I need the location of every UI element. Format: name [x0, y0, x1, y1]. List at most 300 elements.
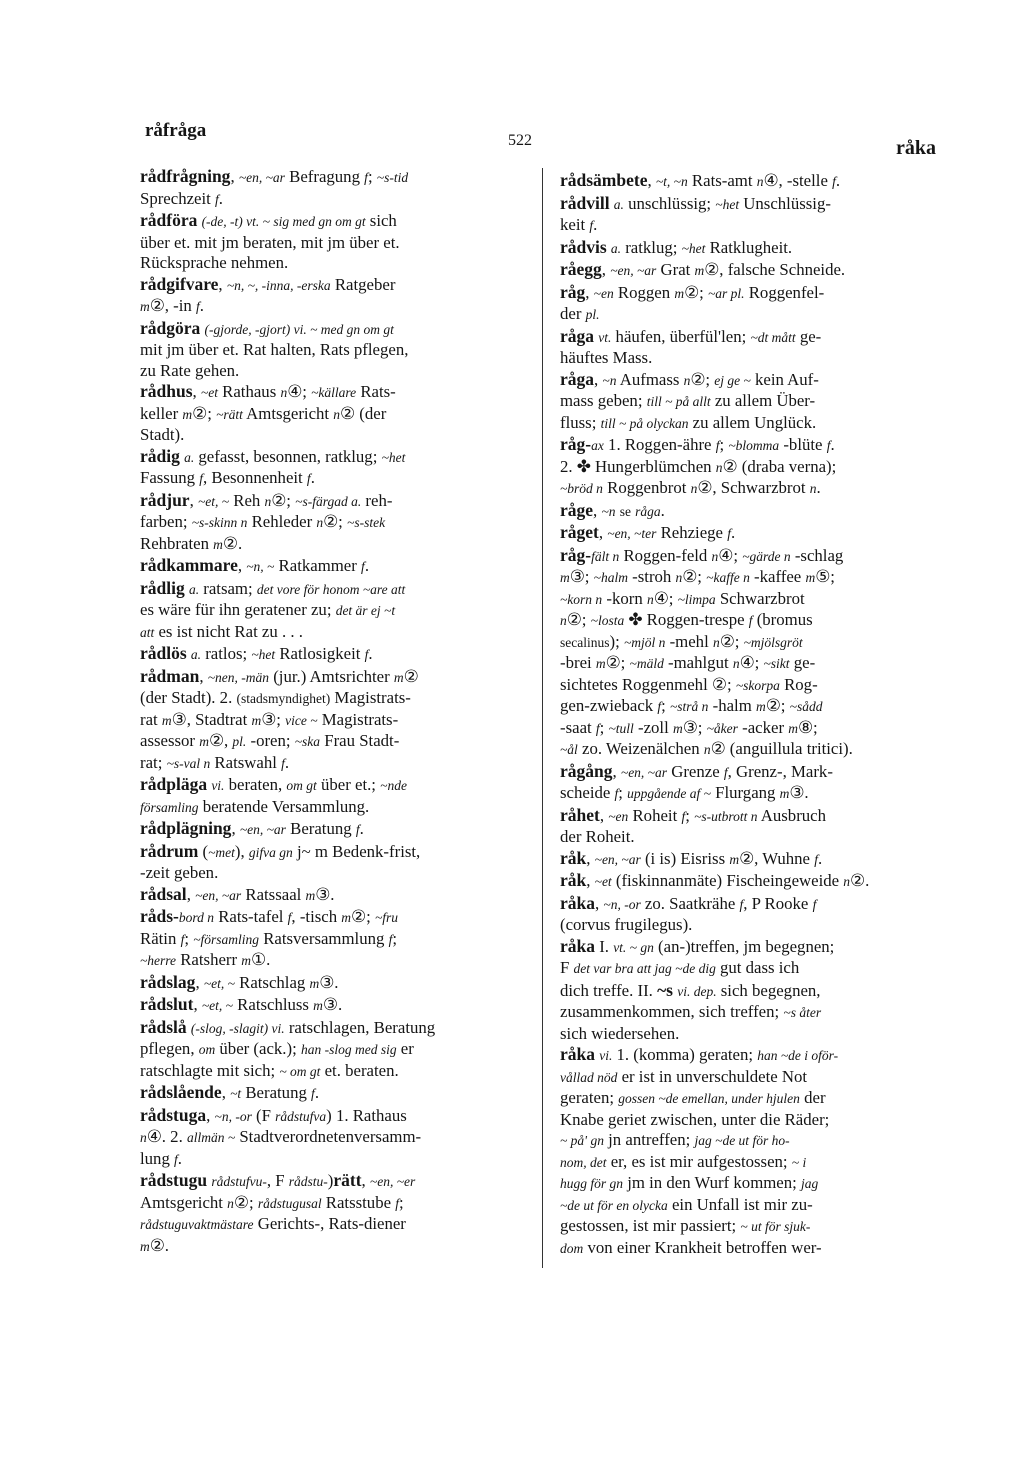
entry-line — [140, 1236, 540, 1258]
definition-text: der Roheit. — [560, 827, 635, 846]
grammar-note: m — [309, 975, 320, 991]
definition-text: (i is) Eisriss — [640, 848, 730, 868]
grammar-note: ~en — [608, 808, 629, 824]
grammar-note: ~ål — [560, 742, 578, 757]
grammar-note: n — [264, 493, 272, 509]
definition-text: ④. 2. — [146, 1127, 187, 1146]
definition-text: es ist nicht Rat zu . . . — [154, 621, 303, 641]
headword: råget — [560, 522, 599, 542]
headword: rådrum — [140, 840, 199, 861]
entry-line — [560, 718, 970, 740]
definition-text: 1. Roggen-ähre — [603, 435, 716, 454]
definition-text: secalinus — [560, 634, 610, 650]
definition-text: (an-)treffen, jm begegnen; — [653, 936, 835, 956]
definition-text: Reh — [229, 490, 265, 510]
grammar-note: f — [196, 299, 200, 314]
definition-text: , P Rooke — [743, 893, 813, 913]
definition-text: ratschlagte mit sich; — [140, 1060, 280, 1080]
entry-line — [140, 688, 540, 710]
entry-line — [560, 1067, 970, 1089]
entry-line — [560, 1152, 970, 1174]
entry-line — [140, 753, 540, 775]
definition-text: Ratkammer — [274, 556, 362, 575]
grammar-note: ~ om gt — [279, 1063, 321, 1079]
headword: rådgifvare — [140, 273, 219, 294]
entry-line — [560, 1216, 970, 1238]
definition-text: , — [186, 884, 196, 904]
entry-line — [140, 1017, 540, 1040]
entry-line — [560, 915, 970, 936]
definition-text: , — [189, 490, 198, 510]
entry-line — [140, 425, 540, 446]
entry-line — [560, 739, 970, 761]
definition-text: -saat — [560, 717, 596, 737]
definition-text: . — [816, 478, 821, 497]
grammar-note: ~nen, -män — [207, 669, 269, 685]
definition-text: ②, -in — [149, 296, 197, 315]
grammar-note: m — [805, 570, 816, 585]
definition-text: reh- — [361, 490, 393, 510]
definition-text: -halm — [708, 696, 756, 715]
definition-text: ) 1. Rathaus — [326, 1105, 407, 1125]
definition-text: zu allem Unglück. — [688, 412, 817, 432]
entry-line — [140, 994, 540, 1017]
headword: råka — [560, 935, 595, 956]
grammar-note: n — [140, 1130, 147, 1145]
entry-line — [560, 632, 970, 654]
definition-text: . — [310, 468, 315, 487]
grammar-note: ~s-färgad a. — [295, 493, 362, 509]
definition-text: , — [594, 369, 603, 389]
grammar-note: m — [755, 699, 766, 714]
definition-text: . — [368, 644, 373, 663]
entry-line — [560, 304, 970, 326]
definition-text: ②; — [605, 653, 630, 672]
definition-text: ③; — [261, 709, 286, 729]
headword: råka — [560, 1044, 595, 1064]
headword: rådgöra — [140, 317, 201, 338]
entry-line — [140, 841, 540, 864]
entry-line — [140, 578, 540, 601]
headword: rådsal — [140, 883, 187, 904]
grammar-note: ~s-utbrott n — [694, 808, 758, 824]
definition-text: , — [601, 260, 611, 279]
definition-text: Rätin — [140, 928, 181, 948]
grammar-note: f — [287, 910, 292, 925]
definition-text: ② (der — [340, 403, 387, 423]
definition-text: ) — [327, 1171, 334, 1190]
grammar-note: till ~ på olyckan — [600, 415, 689, 431]
entry-line — [140, 318, 540, 341]
headword: rådstuga — [140, 1104, 207, 1125]
grammar-note: han -slog med sig — [300, 1042, 397, 1057]
definition-text: Roggen — [613, 282, 675, 302]
headword: rådplägning — [140, 818, 232, 838]
grammar-note: f — [355, 822, 360, 837]
entry-line — [140, 253, 540, 274]
grammar-note: a. — [184, 449, 195, 465]
grammar-note: ~met — [208, 844, 235, 860]
definition-text: assessor — [140, 731, 200, 750]
grammar-note: ~n, -or — [603, 896, 641, 912]
grammar-note: ~korn n — [560, 591, 603, 607]
definition-text: Grat — [656, 260, 695, 279]
grammar-note: f — [281, 755, 285, 771]
entry-line — [560, 522, 970, 545]
entry-line — [560, 1002, 970, 1024]
definition-text: ②, falsche Schneide. — [704, 260, 846, 279]
definition-text: gut dass ich — [715, 958, 800, 977]
entry-line — [140, 797, 540, 819]
grammar-note: ~blomma — [728, 438, 780, 453]
definition-text: über (ack.); — [215, 1039, 301, 1058]
grammar-note: ~skorpa — [735, 677, 780, 693]
definition-text: Fassung — [140, 468, 200, 487]
definition-text: ; — [719, 435, 729, 454]
entry-line — [140, 818, 540, 841]
grammar-note: till ~ på allt — [646, 394, 711, 409]
definition-text: -korn — [602, 588, 647, 608]
entry-line — [560, 413, 970, 435]
headword: rådvill — [560, 192, 610, 213]
definition-text: Roheit — [628, 805, 682, 825]
definition-text: ② — [403, 666, 419, 686]
grammar-note: om — [198, 1042, 216, 1057]
definition-text: Schwarzbrot — [715, 588, 805, 608]
definition-text: Roggenbrot — [602, 478, 691, 497]
definition-text: er, es ist mir aufgestossen; — [606, 1151, 792, 1171]
definition-text: Ratschluss — [232, 995, 314, 1014]
grammar-note: ~mäld — [629, 656, 664, 671]
entry-line — [140, 233, 540, 254]
entry-line — [560, 1088, 970, 1110]
headword: rätt — [333, 1170, 362, 1190]
headword: rådfrågning — [140, 166, 231, 186]
definition-text: häuftes Mass. — [560, 348, 653, 367]
grammar-note: ~en, ~ar — [239, 822, 286, 837]
grammar-note: ~ar pl. — [707, 285, 745, 301]
definition-text: keller — [140, 403, 183, 423]
definition-text: ; — [599, 717, 609, 737]
grammar-note: m — [182, 406, 193, 422]
grammar-note: n — [683, 372, 691, 388]
definition-text: ② (anguillula tritici). — [710, 739, 853, 758]
definition-text: dich treffe. II. — [560, 980, 658, 1000]
definition-text: , — [230, 167, 239, 186]
grammar-note: ~ på' gn — [560, 1133, 604, 1148]
grammar-note: f — [589, 218, 594, 233]
grammar-note: f — [826, 438, 831, 453]
entry-line — [560, 1110, 970, 1131]
definition-text: -mahlgut — [663, 653, 733, 672]
entry-line — [560, 761, 970, 784]
definition-text: (jur.) Amtsrichter — [269, 666, 394, 686]
definition-text: ④; — [287, 382, 312, 401]
definition-text: , — [585, 282, 594, 302]
definition-text: Ratgeber — [330, 274, 396, 294]
entry-line — [560, 391, 970, 413]
grammar-note: råga — [635, 503, 661, 519]
grammar-note: ~s åter — [783, 1005, 822, 1020]
definition-text: (stadsmyndighet) — [236, 691, 331, 706]
definition-text: -acker — [737, 717, 789, 737]
definition-text: Rücksprache nehmen. — [140, 253, 289, 272]
grammar-note: rådstu- — [288, 1174, 328, 1189]
entry-line — [140, 490, 540, 513]
entry-line — [140, 666, 540, 689]
grammar-note: m — [140, 299, 150, 314]
headword: rådsämbete — [560, 170, 648, 190]
grammar-note: ~de ut för en olycka — [560, 1197, 668, 1213]
entry-line — [560, 170, 970, 193]
grammar-note: ~et, ~ — [197, 493, 230, 509]
definition-text: -blüte — [779, 435, 827, 454]
entry-line — [140, 468, 540, 490]
entry-line — [140, 166, 540, 189]
headword: rådkammare — [140, 555, 238, 575]
grammar-note: n — [711, 548, 719, 564]
headword: råk — [560, 870, 587, 890]
entry-line — [560, 545, 970, 568]
entry-line — [140, 296, 540, 318]
definition-text: -kaffee — [749, 567, 806, 586]
headword: rådhus — [140, 381, 193, 401]
grammar-note: f — [723, 764, 728, 780]
definition-text: et. beraten. — [320, 1060, 399, 1080]
definition-text: farben; — [140, 512, 192, 531]
definition-text: gen-zwieback — [560, 696, 658, 715]
entry-line — [560, 805, 970, 828]
definition-text: über et.; — [316, 775, 381, 794]
entry-line — [140, 643, 540, 666]
definition-text: , — [647, 171, 656, 190]
entry-line — [560, 610, 970, 632]
entry-line — [140, 884, 540, 907]
definition-text: , — [595, 893, 604, 913]
entry-line — [140, 361, 540, 382]
grammar-note: n — [280, 385, 288, 400]
definition-text: zo. Saatkrähe — [640, 893, 740, 913]
definition-text: ②. — [149, 1235, 169, 1255]
definition-text: , — [237, 556, 247, 575]
grammar-note: m — [560, 570, 570, 585]
grammar-note: n — [675, 570, 683, 585]
definition-text: Knabe geriet zwischen, unter die Räder; — [560, 1109, 830, 1129]
grammar-note: ~en, ~ar — [238, 170, 285, 185]
grammar-note: a. — [190, 647, 202, 662]
grammar-note: n — [703, 742, 711, 757]
grammar-note: m — [305, 887, 316, 903]
definition-text: Roggenfel- — [744, 282, 825, 302]
entry-line — [140, 863, 540, 884]
definition-text: unschlüssig; — [623, 193, 716, 213]
grammar-note: m — [341, 910, 352, 925]
definition-text: ; — [618, 783, 628, 802]
grammar-note: ~t, ~n — [655, 174, 688, 189]
grammar-note: m — [241, 953, 252, 968]
grammar-note: n — [843, 874, 851, 889]
definition-text: , — [599, 805, 609, 825]
grammar-note: ~en, ~ar — [610, 263, 657, 278]
entry-line — [560, 259, 970, 282]
definition-text: 1. (komma) geraten; — [612, 1045, 758, 1064]
definition-text: Rats-tafel — [214, 907, 288, 926]
right-column — [560, 170, 970, 1259]
grammar-note: (-slog, -slagit) vi. — [190, 1020, 285, 1036]
page-number: 522 — [508, 132, 532, 149]
grammar-note: f — [812, 896, 817, 912]
definition-text: zu Rate gehen. — [140, 360, 240, 380]
definition-text: ), — [234, 841, 249, 861]
definition-text: ②; — [351, 907, 375, 926]
entry-line — [140, 774, 540, 797]
grammar-note: vt. — [598, 329, 612, 345]
grammar-note: församling — [140, 799, 199, 815]
entry-line — [560, 653, 970, 675]
definition-text: keit — [560, 215, 590, 234]
definition-text: , — [586, 848, 595, 868]
definition-text: ratsam; — [199, 578, 257, 598]
grammar-note: m — [672, 720, 683, 736]
definition-text: . — [284, 752, 290, 772]
entry-line — [140, 446, 540, 469]
grammar-note: ~en, ~ter — [607, 526, 657, 541]
entry-line — [560, 893, 970, 916]
definition-text: mass geben; — [560, 391, 647, 410]
grammar-note: ~t — [230, 1086, 242, 1101]
definition-text: -mehl — [665, 631, 713, 651]
entry-line — [560, 696, 970, 718]
grammar-note: ~sikt — [763, 656, 790, 671]
grammar-note: ~dt mått — [750, 329, 796, 345]
grammar-note: ~sådd — [789, 699, 823, 714]
running-head-left: råfråga — [145, 120, 207, 141]
grammar-note: a. — [188, 581, 200, 597]
definition-text: Aufmass — [616, 369, 684, 389]
grammar-note: ~åker — [706, 720, 738, 736]
grammar-note: nom, det — [560, 1154, 607, 1170]
grammar-note: f — [715, 438, 720, 453]
definition-text: häufen, überfül'len; — [611, 326, 751, 346]
definition-text: . — [830, 435, 835, 454]
grammar-note: fält n — [591, 548, 620, 564]
grammar-note: ~en, ~er — [369, 1174, 416, 1189]
entry-line — [140, 404, 540, 426]
grammar-note: f — [364, 170, 368, 185]
grammar-note: ~et, ~ — [201, 998, 233, 1013]
grammar-note: n — [809, 481, 817, 496]
grammar-note: f — [727, 526, 731, 541]
grammar-note: vi. — [599, 1048, 613, 1063]
entry-line — [560, 457, 970, 479]
entry-line — [140, 906, 540, 929]
entry-line — [560, 589, 970, 611]
grammar-note: ~et — [594, 874, 612, 889]
grammar-note: ~kaffe n — [706, 570, 750, 585]
definition-text: Stadtverordnetenversamm- — [235, 1127, 422, 1146]
grammar-note: ~rätt — [216, 406, 243, 422]
definition-text: von einer Krankheit betroffen wer- — [583, 1237, 822, 1257]
definition-text: Rehbraten — [140, 533, 214, 553]
definition-text: der — [560, 304, 586, 323]
definition-text: Flurgang — [710, 783, 780, 802]
grammar-note: ~källare — [311, 385, 357, 400]
definition-text: gestossen, ist mir passiert; — [560, 1216, 741, 1235]
entry-line — [560, 870, 970, 893]
grammar-note: ~en, ~ar — [594, 851, 641, 867]
grammar-note: m — [199, 734, 209, 749]
grammar-note: a. — [610, 240, 622, 256]
grammar-note: ~nde — [380, 778, 407, 793]
grammar-note: han ~de i oför- — [757, 1048, 839, 1063]
grammar-note: n — [316, 515, 324, 530]
definition-text: Magistrats- — [330, 688, 411, 707]
grammar-note: ~het — [251, 647, 276, 662]
definition-text: se — [619, 503, 631, 519]
definition-text: (F — [251, 1105, 276, 1125]
definition-text: ④; — [739, 653, 764, 672]
grammar-note: ~s-skinn n — [191, 515, 248, 530]
definition-text: , Besonnenheit — [202, 468, 307, 487]
definition-text: , -tisch — [291, 907, 342, 926]
column-divider — [542, 168, 543, 1268]
grammar-note: m — [694, 263, 705, 278]
entry-line — [560, 500, 970, 523]
entry-line — [560, 827, 970, 848]
grammar-note: n — [690, 481, 698, 496]
definition-text: ②; — [682, 567, 707, 586]
grammar-note: ~het — [715, 196, 740, 212]
grammar-note: bord n — [178, 910, 215, 925]
entry-line — [140, 1127, 540, 1149]
definition-text: Rats-amt — [687, 171, 757, 190]
definition-text: . — [314, 1083, 320, 1102]
definition-text: jm in den Wurf kommen; — [623, 1173, 802, 1192]
grammar-note: ~n — [602, 372, 617, 388]
grammar-note: gifva gn — [248, 844, 293, 860]
headword: rådman — [140, 665, 200, 686]
definition-text: jn antreffen; — [603, 1130, 695, 1149]
entry-line — [560, 980, 970, 1003]
entry-line — [140, 555, 540, 578]
definition-text: ②; — [192, 403, 217, 423]
definition-text: ④; — [653, 588, 678, 608]
grammar-note: att — [140, 624, 155, 640]
grammar-note: ~gärde n — [742, 548, 791, 564]
grammar-note: ~mjöl n — [623, 634, 666, 650]
definition-text: ②; — [566, 610, 591, 629]
grammar-note: n — [646, 591, 654, 607]
grammar-note: rådstuguvaktmästare — [140, 1217, 254, 1232]
definition-text: . — [835, 171, 841, 190]
definition-text: . — [364, 556, 370, 575]
definition-text: . — [593, 215, 598, 234]
grammar-note: f — [814, 851, 818, 867]
headword: råegg — [560, 259, 602, 279]
grammar-note: ~s-stek — [347, 515, 386, 530]
definition-text: Magistrats- — [317, 709, 399, 729]
headword: rådföra — [140, 210, 198, 230]
grammar-note: n — [732, 656, 740, 671]
definition-text: geraten; — [560, 1088, 619, 1107]
grammar-note: m — [788, 720, 798, 736]
entry-line — [140, 210, 540, 233]
definition-text: Ausbruch — [757, 805, 827, 825]
definition-text: ②; — [684, 282, 708, 302]
grammar-note: m — [779, 786, 790, 801]
grammar-note: rådstugusal — [257, 1195, 322, 1211]
definition-text: Ratsherr — [176, 950, 242, 969]
